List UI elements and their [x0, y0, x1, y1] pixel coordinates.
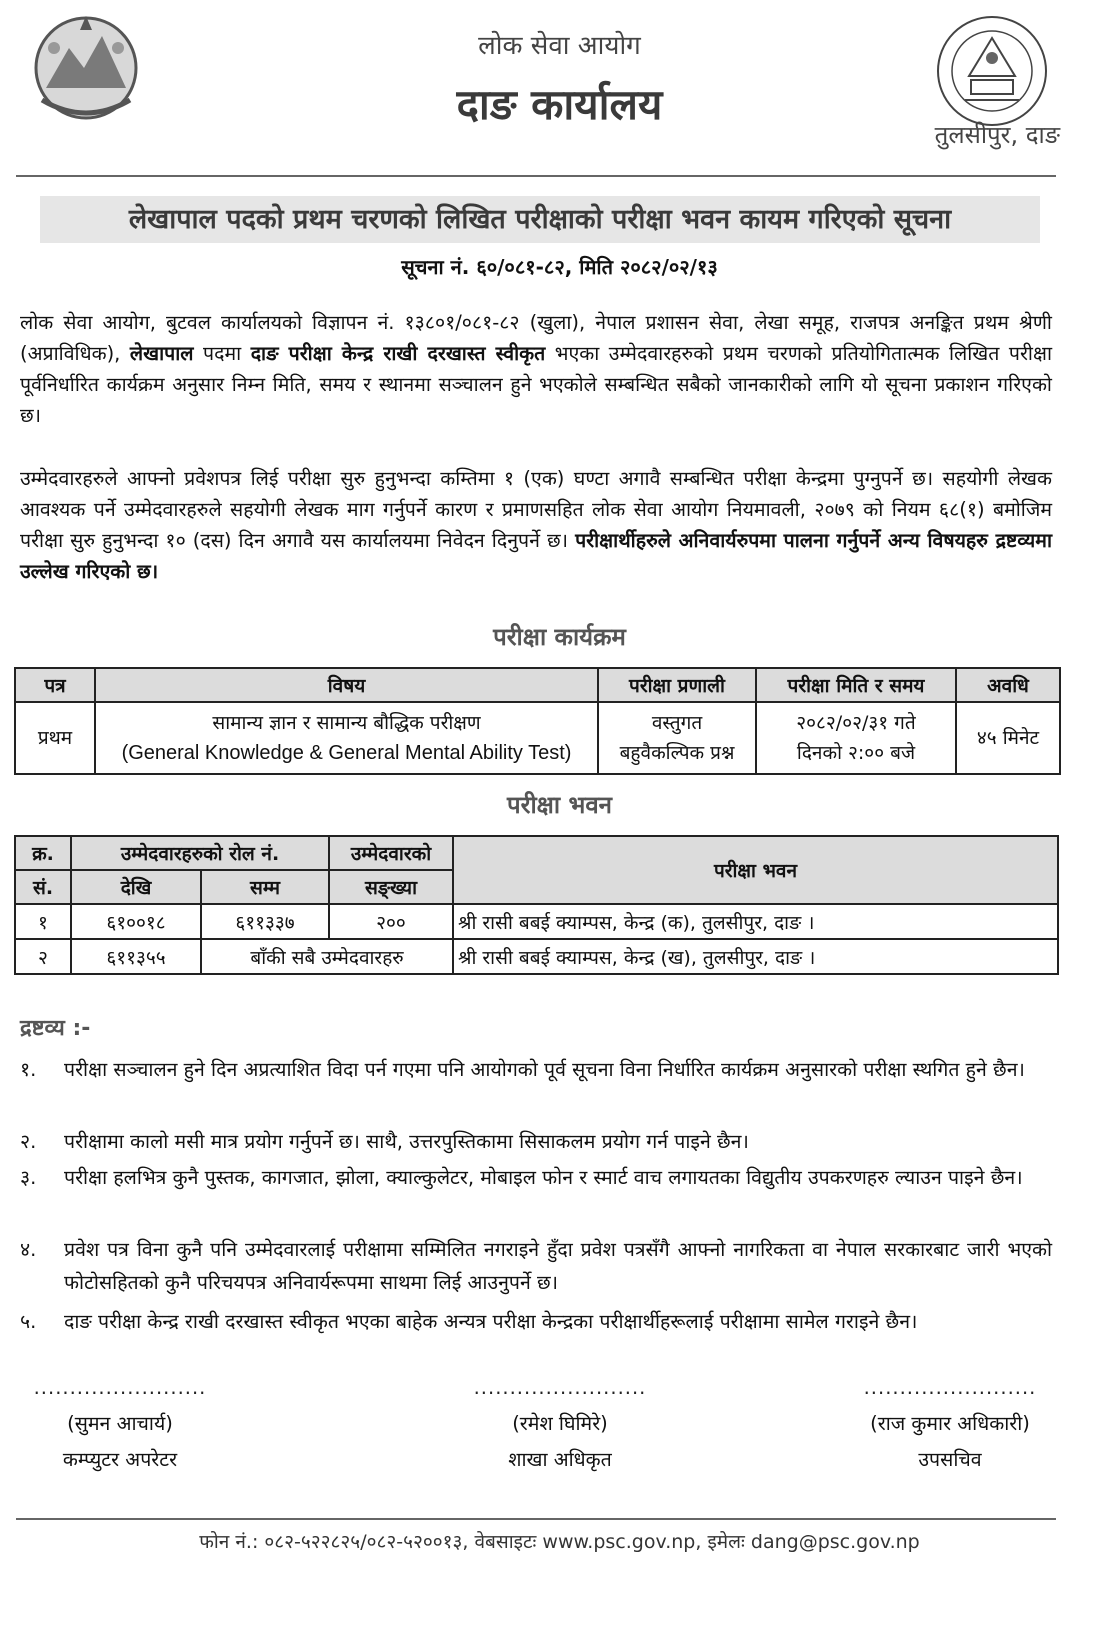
remark-number: ३. [20, 1166, 37, 1189]
roll-from-cell: ६१००१८ [71, 904, 201, 939]
list-item [20, 1161, 1052, 1194]
header-from: देखि [71, 870, 201, 904]
instructions-paragraph [20, 463, 1052, 587]
header-count-1: उम्मेदवारको [329, 836, 453, 870]
signature-block [0, 1370, 240, 1478]
intro-text-3: भएका उम्मेदवारहरुको प्रथम चरणको प्रतियोगितात्मक लिखित परीक्षा पूर्वनिर्धारित कार्यक्रम अनुसार निम्न मिति, समय र स्थानमा सञ्चालन हुने भएकोले सम्बन्धित सबैको जानकारीको लागि यो सूचना प्रकाशन गरिएको छ। [20, 342, 1053, 427]
sn-cell: १ [15, 904, 71, 939]
header-system: परीक्षा प्रणाली [598, 668, 756, 702]
schedule-title: परीक्षा कार्यक्रम [493, 623, 626, 651]
list-item [20, 1125, 1052, 1158]
subject-english: (General Knowledge & General Mental Ability Test) [121, 742, 572, 764]
intro-text-2: पदमा [193, 342, 251, 365]
office-location: तुलसीपुर, दाङ [934, 121, 1060, 149]
remark-number: १. [20, 1058, 37, 1081]
table-row [15, 939, 1058, 974]
schedule-table [14, 667, 1061, 775]
signature-block [830, 1370, 1070, 1478]
exam-time: दिनको २:०० बजे [796, 742, 916, 764]
signatory-title: उपसचिव [918, 1448, 982, 1471]
venue-table [14, 835, 1059, 975]
venue-title: परीक्षा भवन [507, 791, 612, 819]
list-item [20, 1233, 1052, 1299]
header-datetime: परीक्षा मिति र समय [756, 668, 956, 702]
header-duration: अवधि [956, 668, 1060, 702]
count-cell: २०० [329, 904, 453, 939]
intro-bold-post: लेखापाल [129, 342, 194, 365]
header-to: सम्म [201, 870, 329, 904]
roll-from-cell: ६११३५५ [71, 939, 201, 974]
instructions-bold: परीक्षार्थीहरुले अनिवार्यरुपमा पालना गर्नुपर्ने अन्य विषयहरु द्रष्टव्यमा उल्लेख गरिएको छ। [20, 529, 1053, 583]
instructions-text: उम्मेदवारहरुले आफ्नो प्रवेशपत्र लिई परीक्षा सुरु हुनुभन्दा कम्तिमा १ (एक) घण्टा अगावै सम्बन्धित परीक्षा केन्द्रमा पुग्नुपर्ने छ। सहयोगी लेखक आवश्यक पर्ने उम्मेदवारहरुले सहयोगी लेखक माग गर्नुपर्ने कारण र प्रमाणसहित लोक सेवा आयोग नियमावली, २०७९ को नियम ६८(१) बमोजिम परीक्षा सुरु हुनुभन्दा १० (दस) दिन अगावै यस कार्यालयमा निवेदन दिनुपर्ने छ। [20, 467, 1052, 552]
signature-line: ........................ [473, 1376, 647, 1399]
header-hall: परीक्षा भवन [453, 836, 1058, 904]
remark-text: दाङ परीक्षा केन्द्र राखी दरखास्त स्वीकृत भएका बाहेक अन्यत्र परीक्षा केन्द्रका परीक्षार्थीहरूलाई परीक्षामा सामेल गराइने छैन। [64, 1310, 918, 1333]
list-item [20, 1305, 1052, 1338]
schedule-header-row [15, 668, 1060, 702]
signatory-title: शाखा अधिकृत [508, 1448, 612, 1471]
intro-text-1: लोक सेवा आयोग, बुटवल कार्यालयको विज्ञापन नं. १३८०१/०८१-८२ (खुला), नेपाल प्रशासन सेवा, लेखा समूह, राजपत्र अनङ्कित प्रथम श्रेणी (अप्राविधिक), [20, 311, 1052, 365]
footer-divider [16, 1518, 1056, 1520]
header-count-2: सङ्ख्या [329, 870, 453, 904]
header-subject: विषय [95, 668, 598, 702]
remark-text: परीक्षा सञ्चालन हुने दिन अप्रत्याशित विदा पर्न गएमा पनि आयोगको पूर्व सूचना विना निर्धारित कार्यक्रम अनुसारको परीक्षा स्थगित हुने छैन। [64, 1058, 1025, 1081]
signatory-title: कम्प्युटर अपरेटर [62, 1448, 178, 1471]
signatory-name: (सुमन आचार्य) [67, 1412, 173, 1435]
remark-text: परीक्षा हलभित्र कुनै पुस्तक, कागजात, झोला, क्याल्कुलेटर, मोबाइल फोन र स्मार्ट वाच लगायतका विद्युतीय उपकरणहरु ल्याउन पाइने छैन। [64, 1166, 1023, 1189]
signature-line: ........................ [33, 1376, 207, 1399]
remark-text: प्रवेश पत्र विना कुनै पनि उम्मेदवारलाई परीक्षामा सम्मिलित नगराइने हुँदा प्रवेश पत्रसँगै आफ्नो नागरिकता वा नेपाल सरकारबाट जारी भएको फोटोसहितको कुनै परिचयपत्र अनिवार्यरूपमा साथमा लिई आउनुपर्ने छ। [64, 1238, 1052, 1294]
system-format: बहुवैकल्पिक प्रश्न [619, 742, 735, 764]
signatory-name: (रमेश घिमिरे) [512, 1412, 608, 1435]
signature-line: ........................ [863, 1376, 1037, 1399]
footer-contact: फोन नं.: ०८२-५२२८२५/०८२-५२००१३, वेबसाइटः www.psc.gov.np, इमेलः dang@psc.gov.np [199, 1531, 920, 1553]
header-sn-1: क्र. [15, 836, 71, 870]
header-sn-2: सं. [15, 870, 71, 904]
header-divider [16, 175, 1056, 177]
intro-paragraph [20, 307, 1052, 431]
exam-date: २०८२/०२/३१ गते [796, 712, 916, 734]
duration-cell: ४५ मिनेट [956, 702, 1060, 774]
venue-header-row-1 [15, 836, 1058, 870]
remark-number: ५. [20, 1310, 37, 1333]
roll-to-cell: ६११३३७ [201, 904, 329, 939]
remarks-title: द्रष्टव्य :- [20, 1016, 91, 1041]
subject-nepali: सामान्य ज्ञान र सामान्य बौद्धिक परीक्षण [212, 712, 481, 734]
signatory-name: (राज कुमार अधिकारी) [870, 1412, 1030, 1435]
office-name: दाङ कार्यालय [456, 80, 663, 129]
paper-cell: प्रथम [15, 702, 95, 774]
hall-cell: श्री रासी बबई क्याम्पस, केन्द्र (क), तुलसीपुर, दाङ । [453, 904, 1058, 939]
remark-text: परीक्षामा कालो मसी मात्र प्रयोग गर्नुपर्ने छ। साथै, उत्तरपुस्तिकामा सिसाकलम प्रयोग गर्न पाइने छैन। [64, 1130, 749, 1153]
signature-block [440, 1370, 680, 1478]
system-type: वस्तुगत [651, 712, 703, 734]
remaining-candidates-cell: बाँकी सबै उम्मेदवारहरु [201, 939, 453, 974]
organization-name: लोक सेवा आयोग [478, 31, 641, 61]
notice-reference: सूचना नं. ६०/०८१-८२, मिति २०८२/०२/१३ [401, 255, 718, 279]
remark-number: ४. [20, 1238, 37, 1261]
subject-cell [95, 702, 598, 774]
sn-cell: २ [15, 939, 71, 974]
header-roll: उम्मेदवारहरुको रोल नं. [71, 836, 329, 870]
datetime-cell [756, 702, 956, 774]
table-row [15, 904, 1058, 939]
system-cell [598, 702, 756, 774]
remark-number: २. [20, 1130, 37, 1153]
schedule-row [15, 702, 1060, 774]
intro-bold-center: दाङ परीक्षा केन्द्र राखी दरखास्त स्वीकृत [250, 342, 546, 365]
hall-cell: श्री रासी बबई क्याम्पस, केन्द्र (ख), तुलसीपुर, दाङ । [453, 939, 1058, 974]
header-paper: पत्र [15, 668, 95, 702]
list-item [20, 1053, 1052, 1086]
notice-title: लेखापाल पदको प्रथम चरणको लिखित परीक्षाको परीक्षा भवन कायम गरिएको सूचना [40, 196, 1040, 243]
